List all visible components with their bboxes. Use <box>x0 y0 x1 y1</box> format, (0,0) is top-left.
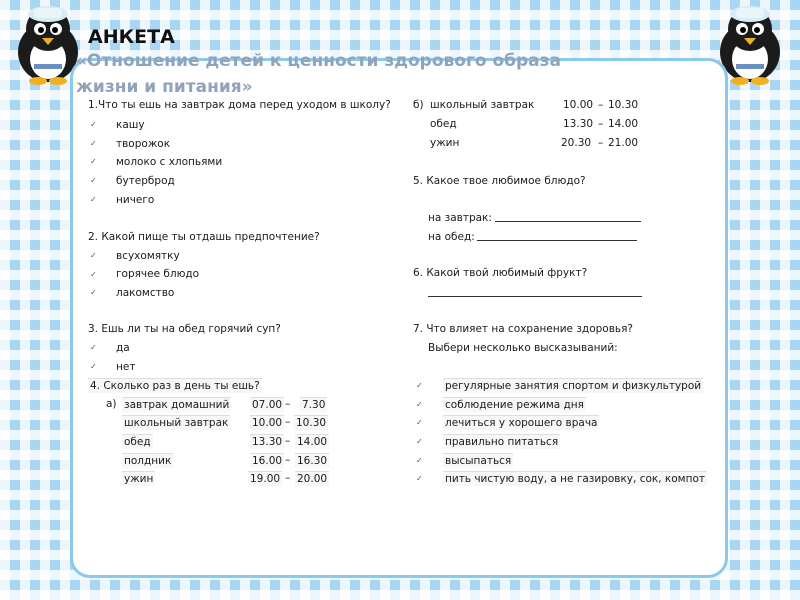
checkmark-bullet-icon: ✓ <box>416 474 423 483</box>
checkmark-bullet-icon: ✓ <box>416 437 423 446</box>
q7-option: регулярные занятия спортом и физкультурой <box>445 380 702 392</box>
q4b-time-dash: – <box>598 99 604 111</box>
question-4: 4. Сколько раз в день ты ешь? <box>90 380 260 392</box>
q4-meal-name: обед <box>124 436 151 448</box>
checkmark-bullet-icon: ✓ <box>90 288 97 297</box>
q4-time-from: 07.00 <box>252 399 283 411</box>
checkmark-bullet-icon: ✓ <box>90 195 97 204</box>
q4-meal-name: завтрак домашний <box>124 399 230 411</box>
q4-meal-name: ужин <box>124 473 154 485</box>
q4-time-from: 19.00 <box>250 473 281 485</box>
q5-breakfast-label: на завтрак: <box>428 212 492 224</box>
question-5: 5. Какое твое любимое блюдо? <box>413 175 586 187</box>
q1-option: кашу <box>116 119 145 131</box>
q4-time-from: 16.00 <box>252 455 283 467</box>
subtitle-line-1: «Отношение детей к ценности здорового образа <box>76 51 561 71</box>
q6-answer-line[interactable] <box>428 296 642 297</box>
q7-instruction: Выбери несколько высказываний: <box>428 342 618 354</box>
checkmark-bullet-icon: ✓ <box>416 400 423 409</box>
q4b-time-dash: – <box>598 137 604 149</box>
q2-option: лакомство <box>116 287 175 299</box>
q3-option: да <box>116 342 130 354</box>
q4b-time-to: 10.30 <box>608 99 639 111</box>
q4b-meal-name: школьный завтрак <box>430 99 535 111</box>
q7-option: соблюдение режима дня <box>445 399 584 411</box>
question-3: 3. Ешь ли ты на обед горячий суп? <box>88 323 281 335</box>
page-title: АНКЕТА <box>88 26 175 48</box>
q3-option: нет <box>116 361 136 373</box>
q4-time-to: 16.30 <box>297 455 328 467</box>
checkmark-bullet-icon: ✓ <box>90 139 97 148</box>
q4-time-from: 13.30 <box>252 436 283 448</box>
q7-option: правильно питаться <box>445 436 559 448</box>
q1-option: творожок <box>116 138 171 150</box>
q4-a-label: а) <box>106 398 117 410</box>
q7-option: лечиться у хорошего врача <box>445 417 598 429</box>
checkmark-bullet-icon: ✓ <box>90 270 97 279</box>
checkmark-bullet-icon: ✓ <box>90 251 97 260</box>
q4-time-dash: – <box>285 454 291 466</box>
question-7: 7. Что влияет на сохранение здоровья? <box>413 323 633 335</box>
q2-option: горячее блюдо <box>116 268 200 280</box>
checkmark-bullet-icon: ✓ <box>90 343 97 352</box>
q7-option: пить чистую воду, а не газировку, сок, компот <box>445 473 706 485</box>
q4b-time-from: 10.00 <box>563 99 594 111</box>
q5-breakfast-answer-line[interactable] <box>495 221 641 222</box>
checkmark-bullet-icon: ✓ <box>90 362 97 371</box>
checkmark-bullet-icon: ✓ <box>90 176 97 185</box>
q1-option: бутерброд <box>116 175 175 187</box>
q4-meal-name: полдник <box>124 455 172 467</box>
question-2: 2. Какой пище ты отдашь предпочтение? <box>88 231 320 243</box>
q4-time-dash: – <box>285 472 291 484</box>
q4b-meal-name: обед <box>430 118 457 130</box>
q4-time-to: 20.00 <box>297 473 328 485</box>
q4-time-dash: – <box>285 398 291 410</box>
q4-time-to: 10.30 <box>296 417 327 429</box>
q4b-time-from: 20.30 <box>561 137 592 149</box>
q5-lunch-answer-line[interactable] <box>477 240 637 241</box>
q4b-time-from: 13.30 <box>563 118 594 130</box>
checkmark-bullet-icon: ✓ <box>90 157 97 166</box>
q7-option: высыпаться <box>445 455 512 467</box>
checkmark-bullet-icon: ✓ <box>90 120 97 129</box>
q4-time-dash: – <box>285 416 291 428</box>
checkmark-bullet-icon: ✓ <box>416 456 423 465</box>
q4b-time-to: 14.00 <box>608 118 639 130</box>
q4-b-label: б) <box>413 99 424 111</box>
q2-option: всухомятку <box>116 250 180 262</box>
q1-option: молоко с хлопьями <box>116 156 223 168</box>
q5-lunch-label: на обед: <box>428 231 475 243</box>
q4-time-to: 14.00 <box>297 436 328 448</box>
subtitle-line-2: жизни и питания» <box>76 77 253 97</box>
q4b-time-dash: – <box>598 118 604 130</box>
question-1: 1.Что ты ешь на завтрак дома перед уходом в школу? <box>88 99 391 111</box>
q4-time-from: 10.00 <box>252 417 283 429</box>
q4-time-to: 7.30 <box>302 399 326 411</box>
q1-option: ничего <box>116 194 155 206</box>
checkmark-bullet-icon: ✓ <box>416 381 423 390</box>
q4-time-dash: – <box>285 435 291 447</box>
checkmark-bullet-icon: ✓ <box>416 418 423 427</box>
question-6: 6. Какой твой любимый фрукт? <box>413 267 588 279</box>
q4b-time-to: 21.00 <box>608 137 639 149</box>
q4-meal-name: школьный завтрак <box>124 417 229 429</box>
q4b-meal-name: ужин <box>430 137 460 149</box>
